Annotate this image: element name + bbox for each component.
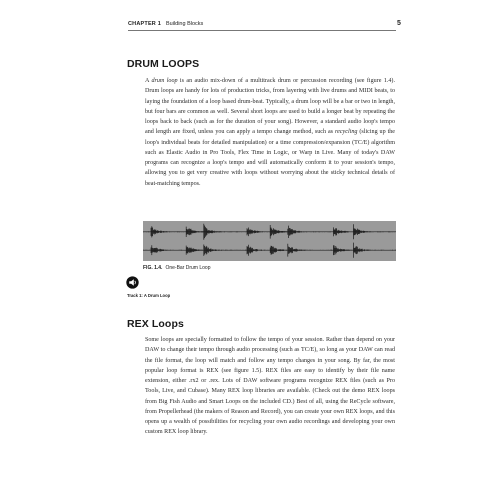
waveform-channel-2 xyxy=(143,243,396,258)
term-recycling: recycling xyxy=(334,129,358,136)
chapter-title: Building Blocks xyxy=(165,21,204,27)
para-middle: is an audio mix-down of a multitrack drum or percussion recording (see figure 1.4). Drum loops are handy for lots of production tricks, from layering with live drums and MIDI beats, to laying the foundation of a loop based drum-beat. Typically, a drum loop will be a bar or two in length, but four bars are common as well. Several short loops are used to build a longer beat by repeating the loops back to back (such as for the duration of your song). However, a standard audio loop's tempo and length are fixed, unless you can apply a tempo change method, such as xyxy=(145,78,395,136)
speaker-icon xyxy=(126,276,139,289)
header-rule xyxy=(128,30,396,31)
drum-loop-waveform xyxy=(143,221,396,261)
rex-loops-paragraph: Some loops are specially formatted to follow the tempo of your session. Rather than depend on your DAW to change their tempo through audio processing (such as TC/E), so long as your DAW can read the file format, the loop will match and follow any tempo changes in your song. By far, the most popular loop format is REX (see figure 1.5). REX files are easy to identify by their file name extension, either .rx2 or .rex. Lots of DAW software programs recognize REX files (such as Pro Tools, Live, and Cubase). Many REX loop libraries are available. (Check out the demo REX loops from Big Fish Audio and Smart Loops on the included CD.) Best of all, using the ReCycle software, from Propellerhead (the makers of Reason and Record), you can create your own REX loops, and this opens up a wealth of possibilities for recycling your own audio recordings and developing your own custom REX loop library. xyxy=(145,337,395,436)
term-drum-loop: drum loop xyxy=(151,78,178,84)
figure-number: FIG. 1.4. xyxy=(143,265,163,271)
waveform-channel-1 xyxy=(143,224,396,240)
page-number: 5 xyxy=(397,20,401,27)
chapter-label: CHAPTER 1 xyxy=(128,21,161,27)
waveform-graphic xyxy=(143,221,396,261)
para-lead: A xyxy=(145,78,152,84)
section-title-rex-loops: REX Loops xyxy=(127,318,184,330)
drum-loops-paragraph xyxy=(145,76,395,189)
figure-caption xyxy=(143,265,210,271)
running-header xyxy=(128,21,404,27)
para-end: (slicing up the loop's individual beats for detailed manipulation) or a time compression/expansion (TC/E) algorithm such as Elastic Audio in Pro Tools, Flex Time in Logic, or Warp in Live. Many of today's DAW programs can recognize a loop's tempo and will automatically conform it to your session's tempo, allowing you to get very creative with loops without worrying about the sticky technical details of beat-matching tempos. xyxy=(145,129,396,187)
figure-caption-text: One-Bar Drum Loop xyxy=(165,265,211,271)
track-label: Track 1: A Drum Loop xyxy=(127,293,171,298)
section-title-drum-loops: DRUM LOOPS xyxy=(127,58,200,70)
